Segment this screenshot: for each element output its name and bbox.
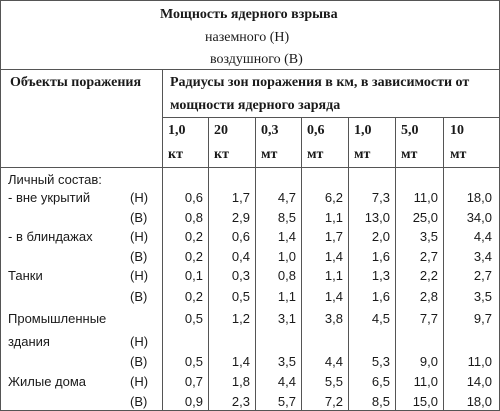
- table-cell: 3,5: [473, 289, 492, 304]
- row-label: Промышленные: [8, 311, 107, 326]
- ground-burst-label: наземного (Н): [205, 30, 290, 45]
- table-cell: 1,0: [277, 249, 296, 264]
- yield-unit: кт: [168, 147, 183, 162]
- table-cell: 14,0: [466, 374, 492, 389]
- table-cell: 3,5: [277, 354, 296, 369]
- table-cell: 6,2: [324, 190, 343, 205]
- burst-type-mark: (Н): [130, 334, 149, 349]
- table-cell: 1,2: [231, 311, 250, 326]
- table-cell: 4,4: [277, 374, 296, 389]
- table-cell: 0,5: [184, 311, 203, 326]
- table-cell: 1,1: [324, 268, 343, 283]
- table-cell: 18,0: [466, 190, 492, 205]
- table-cell: 9,7: [473, 311, 492, 326]
- table-cell: 2,7: [473, 268, 492, 283]
- table-cell: 18,0: [466, 394, 492, 409]
- table-cell: 7,7: [419, 311, 438, 326]
- table-cell: 0,6: [184, 190, 203, 205]
- table-cell: 0,2: [184, 289, 203, 304]
- table-cell: 8,5: [277, 210, 296, 225]
- yield-unit: мт: [261, 147, 278, 162]
- table-cell: 7,3: [371, 190, 390, 205]
- table-cell: 5,5: [324, 374, 343, 389]
- burst-type-mark: (Н): [130, 268, 149, 283]
- table-cell: 0,1: [184, 268, 203, 283]
- radius-header-line-1: Радиусы зон поражения в км, в зависимости от: [170, 75, 470, 90]
- rule: [0, 0, 500, 1]
- row-label: Жилые дома: [8, 374, 87, 389]
- table-cell: 1,4: [324, 289, 343, 304]
- table-cell: 9,0: [419, 354, 438, 369]
- table-cell: 1,3: [371, 268, 390, 283]
- table-cell: 0,2: [184, 249, 203, 264]
- table-cell: 0,5: [231, 289, 250, 304]
- yield-value: 1,0: [354, 123, 372, 138]
- burst-type-mark: (В): [130, 354, 148, 369]
- table-cell: 1,7: [231, 190, 250, 205]
- table-cell: 4,4: [324, 354, 343, 369]
- table-cell: 5,7: [277, 394, 296, 409]
- table-cell: 2,7: [419, 249, 438, 264]
- yield-value: 20: [214, 123, 228, 138]
- table-cell: 0,8: [184, 210, 203, 225]
- yield-unit: мт: [401, 147, 418, 162]
- table-cell: 3,1: [277, 311, 296, 326]
- table-cell: 8,5: [371, 394, 390, 409]
- table-cell: 0,6: [231, 229, 250, 244]
- table-cell: 1,1: [324, 210, 343, 225]
- burst-type-mark: (В): [130, 394, 148, 409]
- table-cell: 13,0: [364, 210, 390, 225]
- yield-value: 0,6: [307, 123, 325, 138]
- table-cell: 5,3: [371, 354, 390, 369]
- table-cell: 11,0: [413, 374, 438, 389]
- yield-value: 1,0: [168, 123, 186, 138]
- table-cell: 25,0: [412, 210, 438, 225]
- table-cell: 1,8: [231, 374, 250, 389]
- table-cell: 1,6: [371, 249, 390, 264]
- table-cell: 2,0: [371, 229, 390, 244]
- rule: [0, 167, 500, 168]
- table-cell: 1,1: [277, 289, 296, 304]
- table-cell: 2,8: [419, 289, 438, 304]
- table-cell: 11,0: [467, 354, 492, 369]
- table-cell: 0,5: [184, 354, 203, 369]
- table-cell: 15,0: [412, 394, 438, 409]
- table-cell: 2,2: [419, 268, 438, 283]
- burst-type-mark: (Н): [130, 374, 149, 389]
- rule: [0, 0, 1, 411]
- table-cell: 1,4: [324, 249, 343, 264]
- burst-type-mark: (В): [130, 210, 148, 225]
- yield-unit: мт: [307, 147, 324, 162]
- table-cell: 3,5: [419, 229, 438, 244]
- yield-unit: мт: [354, 147, 371, 162]
- table-cell: 4,5: [371, 311, 390, 326]
- table-cell: 0,4: [231, 249, 250, 264]
- table-cell: 4,4: [473, 229, 492, 244]
- table-cell: 1,7: [324, 229, 343, 244]
- table-cell: 0,2: [184, 229, 203, 244]
- row-label: здания: [8, 334, 50, 349]
- table-cell: 2,9: [231, 210, 250, 225]
- table-cell: 0,8: [277, 268, 296, 283]
- air-burst-label: воздушного (В): [210, 52, 303, 67]
- row-label: Личный состав:: [8, 172, 102, 187]
- table-cell: 11,0: [413, 190, 438, 205]
- row-label: - в блиндажах: [8, 229, 93, 244]
- table-cell: 1,4: [231, 354, 250, 369]
- objects-column-header: Объекты поражения: [10, 75, 142, 90]
- table-cell: 4,7: [277, 190, 296, 205]
- yield-value: 0,3: [261, 123, 279, 138]
- burst-type-mark: (В): [130, 289, 148, 304]
- table-cell: 2,3: [231, 394, 250, 409]
- radius-header-line-2: мощности ядерного заряда: [170, 98, 341, 113]
- yield-unit: кт: [214, 147, 229, 162]
- table-title: Мощность ядерного взрыва: [160, 7, 338, 22]
- burst-type-mark: (В): [130, 249, 148, 264]
- rule: [0, 69, 500, 70]
- table-cell: 1,4: [277, 229, 296, 244]
- table-cell: 7,2: [324, 394, 343, 409]
- yield-value: 5,0: [401, 123, 419, 138]
- yield-value: 10: [450, 123, 464, 138]
- rule: [162, 117, 500, 118]
- row-label: Танки: [8, 268, 43, 283]
- table-cell: 0,7: [184, 374, 203, 389]
- table-cell: 3,8: [324, 311, 343, 326]
- table-cell: 3,4: [473, 249, 492, 264]
- table-cell: 0,3: [231, 268, 250, 283]
- table-cell: 34,0: [466, 210, 492, 225]
- yield-unit: мт: [450, 147, 467, 162]
- burst-type-mark: (Н): [130, 190, 149, 205]
- table-cell: 0,9: [184, 394, 203, 409]
- table-cell: 6,5: [371, 374, 390, 389]
- row-label: - вне укрытий: [8, 190, 91, 205]
- burst-type-mark: (Н): [130, 229, 149, 244]
- table-cell: 1,6: [371, 289, 390, 304]
